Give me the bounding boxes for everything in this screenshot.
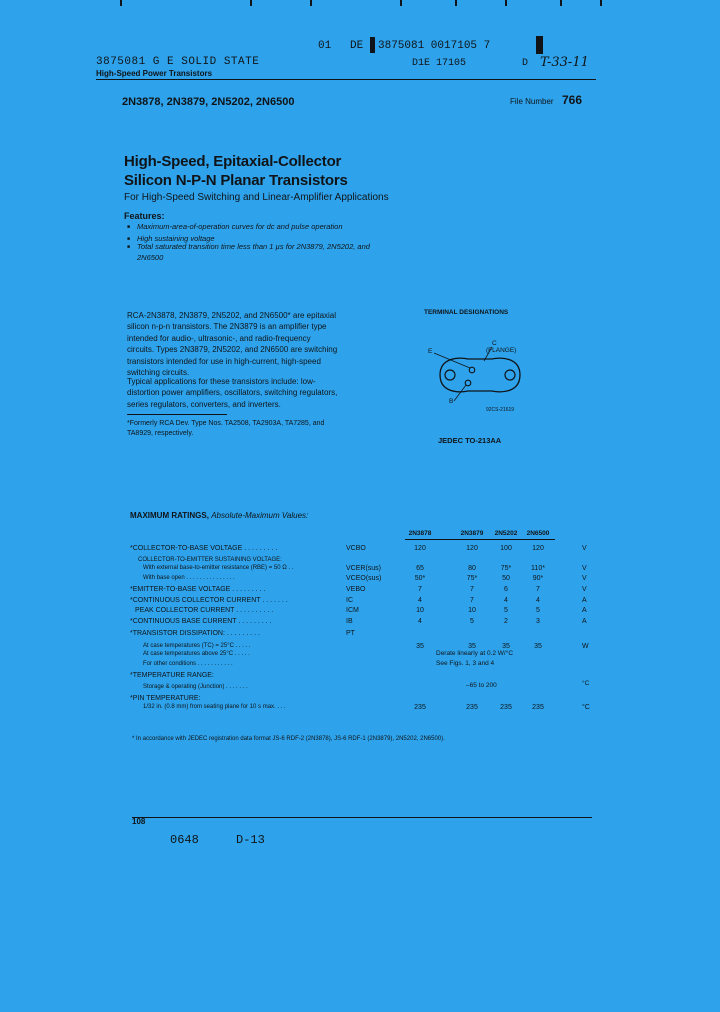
subtitle: For High-Speed Switching and Linear-Amplifier Applications xyxy=(124,192,389,203)
rating-value: 75* xyxy=(500,565,512,572)
stamp-left: 3875081 G E SOLID STATE xyxy=(96,56,260,68)
footer-code-1: 0648 xyxy=(170,833,199,847)
desc-line: transistors intended for use in high-current, high-speed xyxy=(127,356,321,366)
file-number: 766 xyxy=(562,93,583,107)
rating-unit: A xyxy=(582,607,587,614)
rating-value: 75* xyxy=(466,575,478,582)
terminal-label-c: C xyxy=(492,340,497,347)
handwritten-code: T-33-11 xyxy=(540,55,589,70)
rating-label: *TRANSISTOR DISSIPATION: . . . . . . . . . xyxy=(130,630,260,637)
terminal-label-b: B xyxy=(449,398,454,405)
rating-value: 4 xyxy=(504,597,508,604)
terminal-label-flange: (FLANGE) xyxy=(486,347,517,354)
feature-item-1: ■ Maximum-area-of-operation curves for dc and pulse operation xyxy=(137,222,343,231)
rating-value: 100 xyxy=(500,545,512,552)
rating-unit: A xyxy=(582,597,587,604)
rating-value: 7 xyxy=(470,597,474,604)
rating-label: *TEMPERATURE RANGE: xyxy=(130,672,214,679)
stamp-de: DE xyxy=(350,40,364,52)
rating-value: 6 xyxy=(504,586,508,593)
rating-unit: V xyxy=(582,565,587,572)
desc-line: silicon n-p-n transistors. The 2N3879 is an amplifier type xyxy=(127,322,327,332)
stamp-line2-left: D1E 17105 xyxy=(412,58,467,69)
rating-value: 5 xyxy=(470,618,474,625)
rating-symbol: IC xyxy=(346,597,353,604)
desc-line: RCA-2N3878, 2N3879, 2N5202, and 2N6500* are epitaxial xyxy=(127,311,337,320)
rating-label: With external base-to-emitter resistance (RBE) = 50 Ω . . xyxy=(143,565,294,571)
rating-label: *COLLECTOR-TO-BASE VOLTAGE . . . . . . . . . xyxy=(130,545,278,552)
rating-value: 90* xyxy=(532,575,544,582)
figs-note: See Figs. 1, 3 and 4 xyxy=(436,660,495,667)
desc-line: intended for audio-, ultrasonic-, and radio-frequency xyxy=(127,333,311,343)
rating-label: PEAK COLLECTOR CURRENT . . . . . . . . . . xyxy=(135,607,274,614)
rating-value: 120 xyxy=(466,545,478,552)
rating-symbol: PT xyxy=(346,630,355,637)
ratings-title-italic: Absolute-Maximum Values: xyxy=(211,511,309,520)
rating-label: 1/32 in. (0.8 mm) from seating plane for 10 s max. . . . xyxy=(143,704,286,710)
ratings-title-text: MAXIMUM RATINGS, xyxy=(130,511,209,520)
rating-value: 4 xyxy=(536,597,540,604)
features-heading: Features: xyxy=(124,211,165,221)
feature-item-3: ■ Total saturated transition time less than 1 µs for 2N3879, 2N5202, and xyxy=(137,242,370,251)
title-line-2: Silicon N-P-N Planar Transistors xyxy=(124,172,348,189)
rating-value: 10 xyxy=(416,607,424,614)
rating-value: 35 xyxy=(502,643,510,650)
rating-value: 5 xyxy=(536,607,540,614)
rating-symbol: ICM xyxy=(346,607,359,614)
rating-value: 120 xyxy=(532,545,544,552)
footnote-line: TA8929, respectively. xyxy=(127,430,194,437)
rating-value: 235 xyxy=(500,704,512,711)
rating-value: 35 xyxy=(416,643,424,650)
rating-value: 4 xyxy=(418,597,422,604)
rating-label: Storage & operating (Junction) . . . . . . . xyxy=(143,684,248,690)
footer-code-2: D-13 xyxy=(236,833,265,847)
rating-label: For other conditions . . . . . . . . . . . xyxy=(143,661,233,667)
rating-value: 35 xyxy=(534,643,542,650)
rating-value: 5 xyxy=(504,607,508,614)
rating-value: 50* xyxy=(414,575,426,582)
rating-value: 65 xyxy=(416,565,424,572)
terminal-code: 92CS-21619 xyxy=(486,407,515,413)
rating-value: 50 xyxy=(502,575,510,582)
derate-note: Derate linearly at 0.2 W/°C xyxy=(436,650,514,657)
desc-line: switching circuits. xyxy=(127,368,190,378)
rating-value: 7 xyxy=(418,586,422,593)
rating-label: COLLECTOR-TO-EMITTER SUSTAINING VOLTAGE: xyxy=(138,557,282,563)
rating-value: 3 xyxy=(536,618,540,625)
rating-value: 2 xyxy=(504,618,508,625)
rating-value: 35 xyxy=(468,643,476,650)
rating-symbol: VCEO(sus) xyxy=(346,575,382,582)
rating-unit: V xyxy=(582,586,587,593)
file-label: File Number xyxy=(510,97,554,106)
package-name: JEDEC TO-213AA xyxy=(438,436,502,445)
feature-item-3-cont: 2N6500 xyxy=(137,253,164,262)
rating-value: 4 xyxy=(418,618,422,625)
rating-value: 10 xyxy=(468,607,476,614)
rating-label: With base open . . . . . . . . . . . . . . . xyxy=(143,575,235,581)
title-line-1: High-Speed, Epitaxial-Collector xyxy=(124,153,342,170)
rating-value: 235 xyxy=(466,704,478,711)
rating-unit: °C xyxy=(582,704,590,711)
column-header: 2N6500 xyxy=(526,530,550,537)
rating-unit: W xyxy=(582,643,589,650)
temp-range-value: –65 to 200 xyxy=(466,682,497,689)
footer-rule xyxy=(132,817,592,818)
rating-symbol: IB xyxy=(346,618,353,625)
rating-unit: V xyxy=(582,575,587,582)
header-category: High-Speed Power Transistors xyxy=(96,69,213,78)
rating-label: *CONTINUOUS COLLECTOR CURRENT . . . . . . . xyxy=(130,597,288,604)
stamp-mid: 01 xyxy=(318,40,332,52)
footnote-line: *Formerly RCA Dev. Type Nos. TA2508, TA2903A, TA7285, and xyxy=(127,420,325,427)
rating-value: 235 xyxy=(414,704,426,711)
rating-value: 80 xyxy=(468,565,476,572)
rating-value: 110* xyxy=(531,565,545,572)
column-header: 2N3878 xyxy=(408,530,432,537)
desc-line: series regulators, converters, and inverters. xyxy=(127,399,281,409)
feature-item-2: ■ High sustaining voltage xyxy=(137,234,215,243)
temp-range-unit: °C xyxy=(582,680,590,687)
rating-value: 120 xyxy=(414,545,426,552)
column-header: 2N5202 xyxy=(494,530,518,537)
column-header: 2N3879 xyxy=(460,530,484,537)
page-number: 108 xyxy=(132,817,146,826)
terminal-label-e: E xyxy=(428,348,433,355)
part-numbers: 2N3878, 2N3879, 2N5202, 2N6500 xyxy=(122,96,295,108)
desc-line: circuits. Types 2N3879, 2N5202, and 2N6500 are switching xyxy=(127,345,338,355)
stamp-line2-right: D xyxy=(522,58,529,69)
rating-symbol: VCER(sus) xyxy=(346,565,382,572)
rating-label: At case temperatures (TC) = 25°C . . . . . xyxy=(143,643,251,649)
rating-label: At case temperatures above 25°C . . . . . xyxy=(143,651,250,657)
rating-value: 7 xyxy=(470,586,474,593)
ratings-footnote: * In accordance with JEDEC registration data format JS-6 RDF-2 (2N3878), JS-6 RDF-1 (2N3879), 2N5202, 2N6500). xyxy=(132,736,445,742)
rating-value: 235 xyxy=(532,704,544,711)
desc-line: Typical applications for these transistors include: low- xyxy=(127,377,316,386)
rating-label: *PIN TEMPERATURE: xyxy=(130,695,201,702)
rating-unit: V xyxy=(582,545,587,552)
stamp-code: 3875081 0017105 7 xyxy=(378,40,491,52)
rating-label: *EMITTER-TO-BASE VOLTAGE . . . . . . . . . xyxy=(130,586,266,593)
terminal-heading: TERMINAL DESIGNATIONS xyxy=(424,309,509,316)
rating-symbol: VEBO xyxy=(346,586,366,593)
desc-line: distortion power amplifiers, oscillators, switching regulators, xyxy=(127,388,338,398)
rating-value: 7 xyxy=(536,586,540,593)
rating-unit: A xyxy=(582,618,587,625)
rating-label: *CONTINUOUS BASE CURRENT . . . . . . . . . xyxy=(130,618,272,625)
rating-symbol: VCBO xyxy=(346,545,366,552)
